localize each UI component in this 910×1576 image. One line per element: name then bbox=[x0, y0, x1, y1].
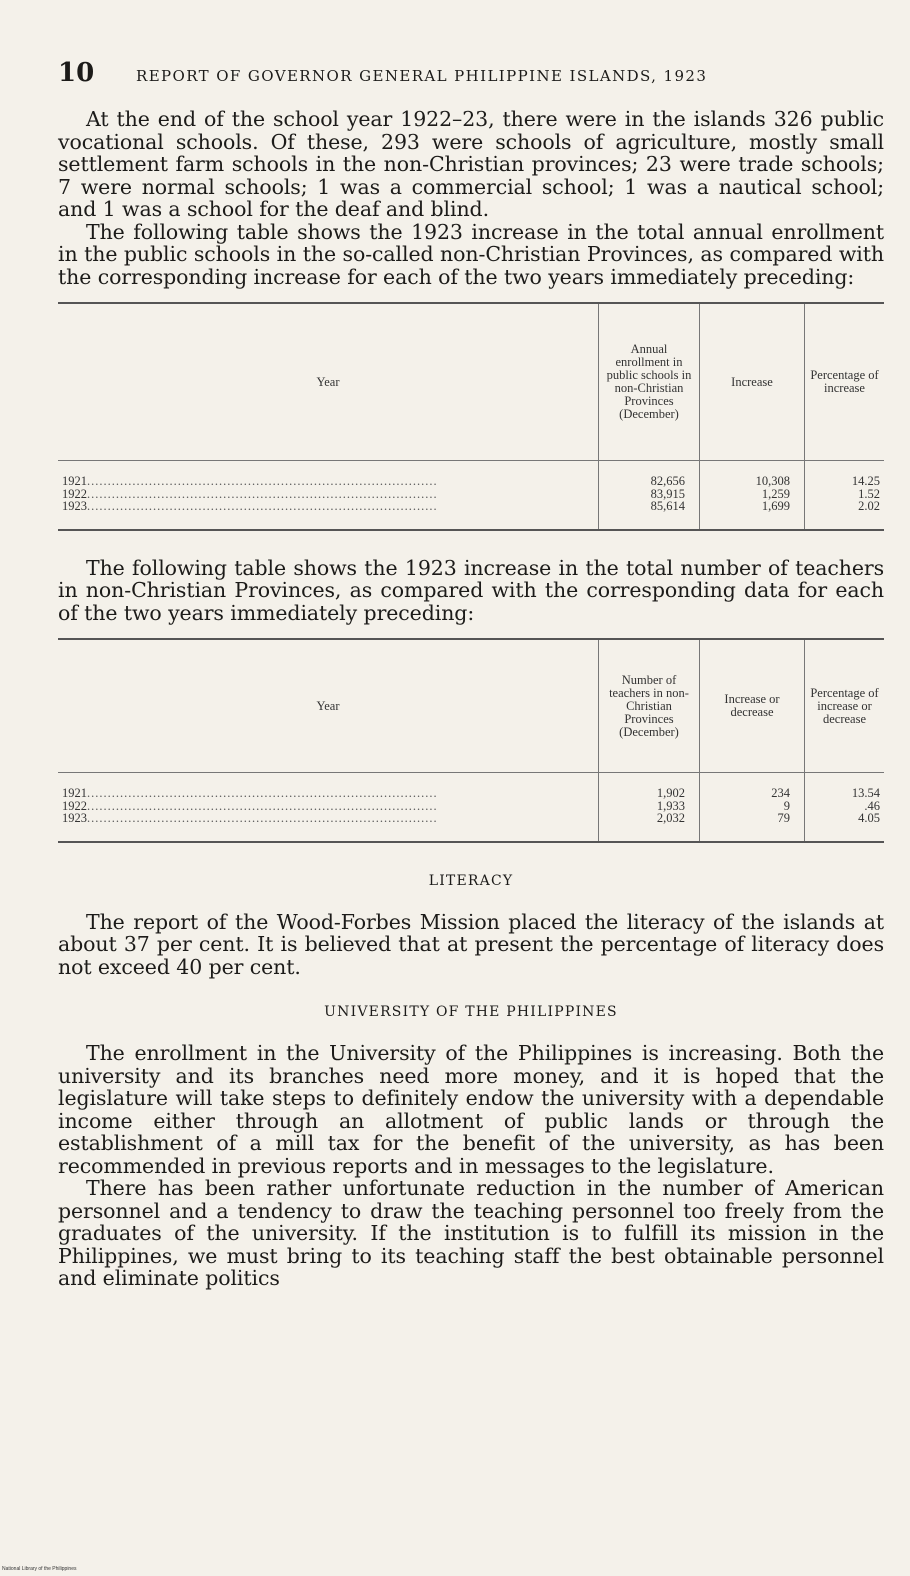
table-row bbox=[58, 800, 884, 813]
row-percentage: 4.05 bbox=[805, 812, 885, 842]
table-row bbox=[58, 812, 884, 842]
enrollment-table bbox=[58, 302, 884, 531]
row-change: 234 bbox=[700, 773, 805, 800]
section-heading-literacy: LITERACY bbox=[428, 872, 514, 889]
paragraph-university-enrollment: The enrollment in the University of the Philippines is increasing. Both the university and its branches need more money, and it is hoped that the legislature will take steps to definitely endow the university with a dependable income either through an allotment of public lands or through the establishment of a mill tax for the benefit of the university, as has been recommended in previous reports and in messages to the legislature. bbox=[58, 1041, 884, 1178]
running-head bbox=[58, 58, 884, 92]
table-row bbox=[58, 773, 884, 800]
row-change: 79 bbox=[700, 812, 805, 842]
row-increase: 1,259 bbox=[700, 488, 805, 501]
paragraph-university-personnel: There has been rather unfortunate reduction in the number of American personnel and a tendency to draw the teaching personnel too freely from the graduates of the university. If the institution is to fulfill its mission in the Philippines, we must bring to its teaching staff the best obtainable personnel and eliminate politics bbox=[58, 1176, 884, 1290]
footer-note: National Library of the Philippines bbox=[2, 1566, 77, 1572]
dot-leader: ..................................................................................... bbox=[87, 474, 438, 488]
row-enrollment: 85,614 bbox=[599, 500, 700, 530]
paragraph-literacy: The report of the Wood-Forbes Mission placed the literacy of the islands at about 37 per cent. It is believed that at present the percentage of literacy does not exceed 40 per cent. bbox=[58, 909, 884, 979]
row-percentage: .46 bbox=[864, 798, 880, 813]
row-increase: 10,308 bbox=[700, 461, 805, 488]
header-year: Year bbox=[58, 639, 599, 773]
row-teachers: 1,933 bbox=[599, 800, 700, 813]
row-enrollment: 83,915 bbox=[599, 488, 700, 501]
dot-leader: ..................................................................................... bbox=[87, 487, 438, 500]
table-row bbox=[58, 488, 884, 501]
header-increase: Increase bbox=[700, 303, 805, 461]
row-enrollment: 82,656 bbox=[599, 461, 700, 488]
header-percentage: Percentage of increase bbox=[805, 303, 885, 461]
row-increase: 1,699 bbox=[700, 500, 805, 530]
header-percentage: Percentage of increase or decrease bbox=[805, 639, 885, 773]
teachers-table bbox=[58, 638, 884, 843]
dot-leader: ..................................................................................... bbox=[87, 500, 438, 513]
row-year: 1923 bbox=[62, 500, 87, 513]
row-teachers: 2,032 bbox=[599, 812, 700, 842]
header-enrollment: Annual enrollment in public schools in non-Christian Provinces (December) bbox=[599, 303, 700, 461]
dot-leader: ..................................................................................... bbox=[87, 786, 438, 800]
enrollment-table-header bbox=[58, 303, 884, 461]
row-year: 1922 bbox=[62, 487, 87, 500]
paragraph-teachers-intro: The following table shows the 1923 increase in the total number of teachers in non-Christian Provinces, as compared with the corresponding data for each of the two years immediately preceding: bbox=[58, 555, 884, 625]
header-teachers: Number of teachers in non-Christian Provinces (December) bbox=[599, 639, 700, 773]
running-head-title: REPORT OF GOVERNOR GENERAL PHILIPPINE ISLANDS, 1923 bbox=[136, 67, 708, 85]
table-row bbox=[58, 500, 884, 530]
section-heading-university: UNIVERSITY OF THE PHILIPPINES bbox=[324, 1004, 618, 1020]
row-teachers: 1,902 bbox=[599, 773, 700, 800]
row-year: 1922 bbox=[62, 799, 87, 812]
page-number: 10 bbox=[58, 58, 95, 88]
table-row bbox=[58, 461, 884, 488]
row-percentage: 1.52 bbox=[858, 486, 880, 501]
row-percentage: 14.25 bbox=[851, 474, 880, 488]
row-year: 1921 bbox=[62, 786, 87, 800]
paragraph-vocational-schools: At the end of the school year 1922–23, there were in the islands 326 public vocational schools. Of these, 293 were schools of agriculture, mostly small settlement farm schools in the non-Christian provinces; 23 were trade schools; 7 were normal schools; 1 was a commercial school; 1 was a nautical school; and 1 was a school for the deaf and blind. bbox=[58, 107, 884, 221]
dot-leader: ..................................................................................... bbox=[87, 812, 438, 825]
header-year: Year bbox=[58, 303, 599, 461]
dot-leader: ..................................................................................... bbox=[87, 799, 438, 812]
row-percentage: 2.02 bbox=[805, 500, 885, 530]
row-change: 9 bbox=[700, 800, 805, 813]
row-year: 1923 bbox=[62, 812, 87, 825]
paragraph-enrollment-intro: The following table shows the 1923 increase in the total annual enrollment in the public schools in the so-called non-Christian Provinces, as compared with the corresponding increase for each of the two years immediately preceding: bbox=[58, 219, 884, 289]
row-percentage: 13.54 bbox=[851, 786, 880, 800]
teachers-table-header bbox=[58, 639, 884, 773]
row-year: 1921 bbox=[62, 474, 87, 488]
document-page bbox=[58, 58, 884, 1290]
header-change: Increase or decrease bbox=[700, 639, 805, 773]
